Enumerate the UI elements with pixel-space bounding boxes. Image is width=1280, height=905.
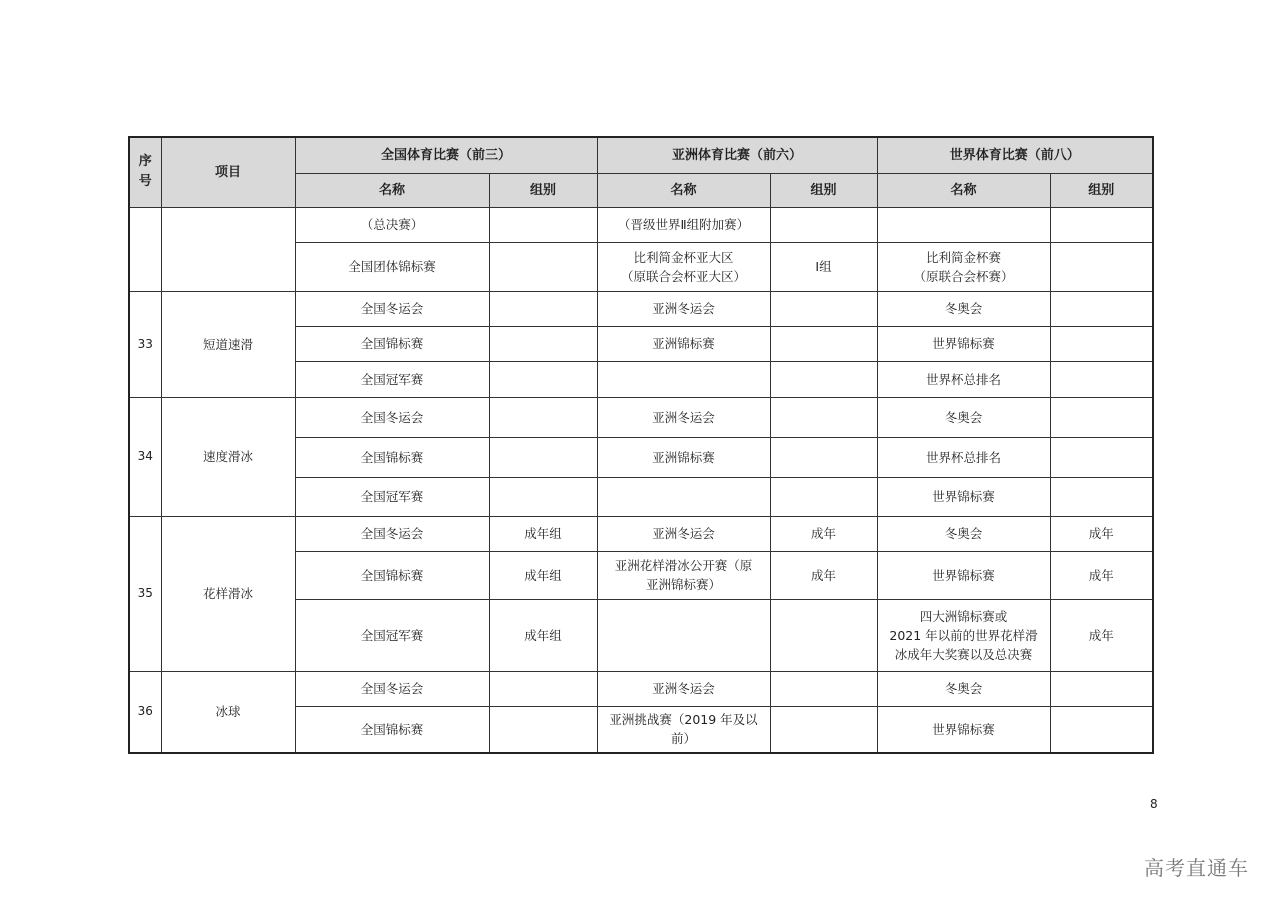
cell-national-category [489, 326, 597, 361]
cell-asia-name [597, 599, 770, 671]
cell-asia-name: 亚洲锦标赛 [597, 326, 770, 361]
cell-world-name [877, 242, 1050, 291]
cell-world-category [1050, 437, 1153, 477]
cell-world-category [1050, 242, 1153, 291]
cell-asia-name: （晋级世界Ⅱ组附加赛） [597, 207, 770, 242]
header-asia-category: 组别 [770, 173, 877, 207]
cell-national-category: 成年组 [489, 599, 597, 671]
cell-national-category: 成年组 [489, 551, 597, 599]
cell-national-category [489, 242, 597, 291]
cell-line: 比利简金杯赛 [926, 249, 1002, 265]
cell-item [161, 207, 295, 291]
table-row [129, 291, 1153, 326]
cell-item: 速度滑冰 [161, 397, 295, 516]
cell-national-category [489, 671, 597, 706]
cell-national-category [489, 291, 597, 326]
cell-asia-name [597, 477, 770, 516]
cell-national-category [489, 437, 597, 477]
cell-asia-category [770, 477, 877, 516]
header-world-name: 名称 [877, 173, 1050, 207]
cell-asia-name [597, 242, 770, 291]
cell-seq [129, 207, 161, 291]
cell-asia-name: 亚洲冬运会 [597, 291, 770, 326]
watermark: 高考直通车 [1144, 856, 1249, 880]
cell-national-category: 成年组 [489, 516, 597, 551]
cell-world-name: 世界锦标赛 [877, 326, 1050, 361]
table-row [129, 397, 1153, 437]
header-world: 世界体育比赛（前八） [877, 137, 1153, 173]
cell-world-category [1050, 477, 1153, 516]
cell-asia-category: 成年 [770, 516, 877, 551]
table-row [129, 207, 1153, 242]
header-national: 全国体育比赛（前三） [295, 137, 597, 173]
cell-asia-category [770, 361, 877, 397]
cell-asia-category [770, 291, 877, 326]
cell-national-name: 全国锦标赛 [295, 551, 489, 599]
page-number: 8 [1150, 797, 1158, 811]
cell-world-name [877, 599, 1050, 671]
cell-world-category [1050, 326, 1153, 361]
cell-asia-name [597, 551, 770, 599]
cell-line: 2021 年以前的世界花样滑 [889, 627, 1038, 643]
cell-world-name: 世界杯总排名 [877, 437, 1050, 477]
cell-world-category [1050, 291, 1153, 326]
cell-line: 亚洲锦标赛） [646, 577, 722, 592]
cell-seq: 36 [129, 671, 161, 753]
cell-national-name: （总决赛） [295, 207, 489, 242]
header-asia-name: 名称 [597, 173, 770, 207]
cell-world-category [1050, 361, 1153, 397]
cell-asia-category [770, 437, 877, 477]
cell-world-name: 冬奥会 [877, 516, 1050, 551]
cell-world-category [1050, 706, 1153, 753]
header-item: 项目 [161, 137, 295, 207]
cell-asia-category [770, 706, 877, 753]
cell-national-category [489, 477, 597, 516]
cell-world-name: 世界锦标赛 [877, 477, 1050, 516]
cell-world-category: 成年 [1050, 551, 1153, 599]
cell-world-name [877, 207, 1050, 242]
cell-national-name: 全国冬运会 [295, 397, 489, 437]
cell-item: 短道速滑 [161, 291, 295, 397]
cell-asia-name: 亚洲冬运会 [597, 671, 770, 706]
cell-asia-name: 亚洲冬运会 [597, 516, 770, 551]
cell-asia-category [770, 397, 877, 437]
cell-asia-category [770, 326, 877, 361]
cell-national-category [489, 361, 597, 397]
cell-seq: 33 [129, 291, 161, 397]
cell-national-name: 全国冬运会 [295, 516, 489, 551]
cell-national-name: 全国冠军赛 [295, 599, 489, 671]
cell-line: （原联合会杯赛） [913, 268, 1014, 284]
cell-asia-name [597, 706, 770, 753]
cell-asia-category [770, 207, 877, 242]
cell-line: （原联合会杯亚大区） [621, 268, 747, 284]
cell-world-name: 世界锦标赛 [877, 706, 1050, 753]
cell-asia-category: 成年 [770, 551, 877, 599]
cell-seq: 34 [129, 397, 161, 516]
cell-item: 花样滑冰 [161, 516, 295, 671]
cell-world-category [1050, 671, 1153, 706]
cell-world-name: 冬奥会 [877, 291, 1050, 326]
cell-line: 比利简金杯亚大区 [633, 249, 734, 265]
cell-line: 冰成年大奖赛以及总决赛 [894, 646, 1033, 662]
cell-national-name: 全国锦标赛 [295, 326, 489, 361]
header-world-category: 组别 [1050, 173, 1153, 207]
cell-asia-name: 亚洲冬运会 [597, 397, 770, 437]
cell-asia-name [597, 361, 770, 397]
cell-world-category: 成年 [1050, 516, 1153, 551]
cell-seq: 35 [129, 516, 161, 671]
cell-national-name: 全国冬运会 [295, 291, 489, 326]
cell-line: 前） [671, 731, 697, 747]
header-national-category: 组别 [489, 173, 597, 207]
cell-national-category [489, 397, 597, 437]
competition-table [128, 136, 1154, 754]
cell-asia-category: Ⅰ组 [770, 242, 877, 291]
cell-world-name: 冬奥会 [877, 671, 1050, 706]
cell-asia-name: 亚洲锦标赛 [597, 437, 770, 477]
cell-national-name: 全国锦标赛 [295, 706, 489, 753]
cell-asia-category [770, 671, 877, 706]
cell-national-name: 全国锦标赛 [295, 437, 489, 477]
header-asia: 亚洲体育比赛（前六） [597, 137, 877, 173]
cell-national-category [489, 706, 597, 753]
cell-world-category [1050, 397, 1153, 437]
header-national-name: 名称 [295, 173, 489, 207]
cell-national-name: 全国冠军赛 [295, 361, 489, 397]
cell-national-category [489, 207, 597, 242]
header-seq: 序号 [129, 137, 161, 207]
cell-world-category [1050, 207, 1153, 242]
cell-item: 冰球 [161, 671, 295, 753]
table-row [129, 516, 1153, 551]
cell-line: 四大洲锦标赛或 [919, 608, 1008, 624]
cell-asia-category [770, 599, 877, 671]
cell-world-name: 世界锦标赛 [877, 551, 1050, 599]
cell-national-name: 全国团体锦标赛 [295, 242, 489, 291]
cell-world-name: 冬奥会 [877, 397, 1050, 437]
cell-line: 亚洲花样滑冰公开赛（原 [614, 558, 753, 573]
cell-line: 亚洲挑战赛（2019 年及以 [609, 712, 758, 728]
cell-national-name: 全国冠军赛 [295, 477, 489, 516]
cell-national-name: 全国冬运会 [295, 671, 489, 706]
cell-world-category: 成年 [1050, 599, 1153, 671]
cell-world-name: 世界杯总排名 [877, 361, 1050, 397]
table-row [129, 671, 1153, 706]
